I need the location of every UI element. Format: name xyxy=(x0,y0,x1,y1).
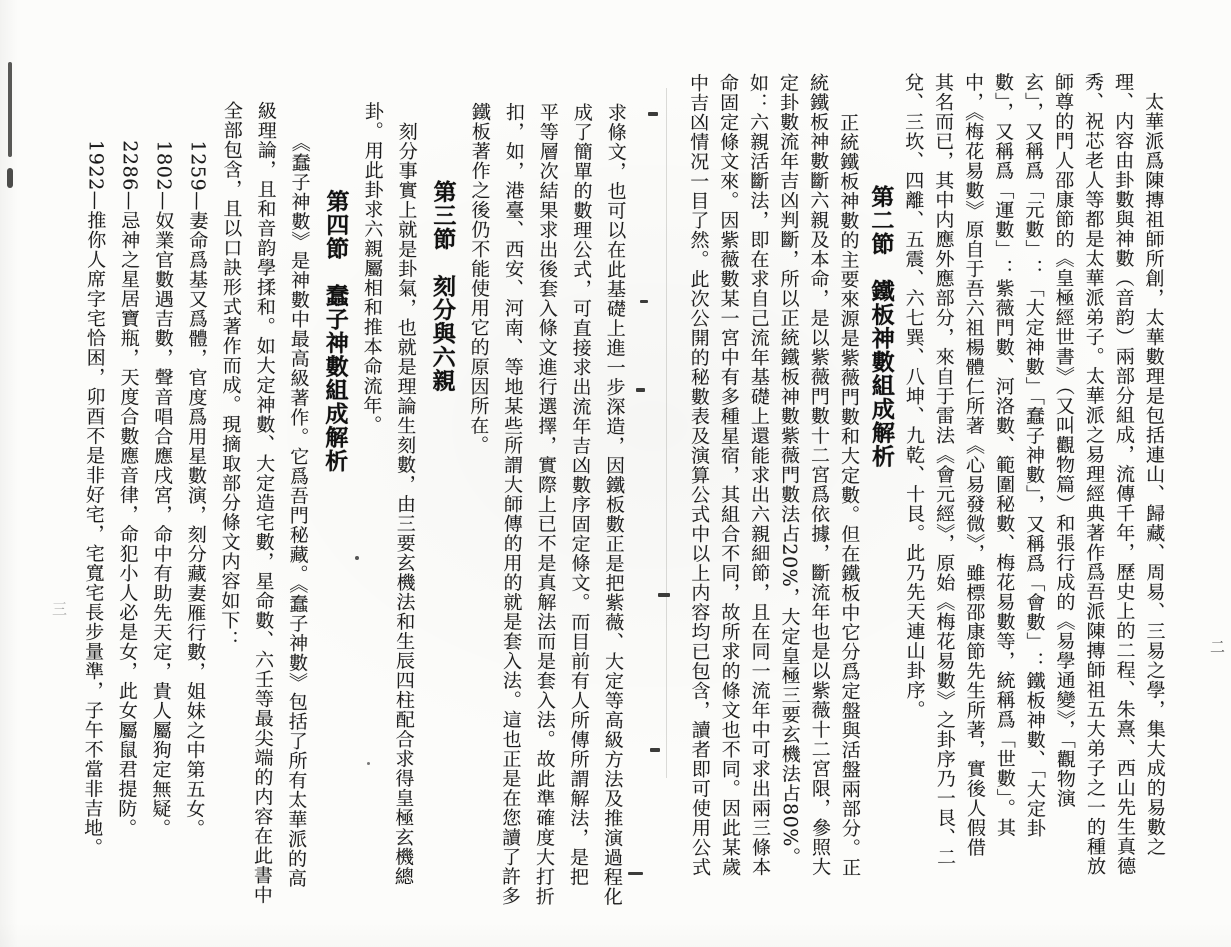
text-column: 中，《梅花易數》原自于吾六祖楊體仁所著《心易發微》，雖標邵康節先生所著，實後人假借 xyxy=(962,72,987,858)
text-column: 如：六親活斷法，即在求自己流年基礎上還能求出六親細節，且在同一流年中可求出兩三條本 xyxy=(747,73,772,877)
right-page-text xyxy=(687,72,1169,907)
text-column: 全部包含，且以口訣形式著作而成。現摘取部分條文内容如下： xyxy=(218,100,243,650)
verse-column: 2286—忌神之星居寶瓶，天度合數應音律，命犯小人必是女，此女屬鼠君提防。 xyxy=(115,140,141,838)
text-column: 理、内容由卦數與神數（音韵）兩部分組成，流傳千年，歷史上的二程、朱熹、西山先生真德 xyxy=(1112,72,1137,876)
scan-artifact xyxy=(658,593,670,597)
section-2-heading: 第二節 鐵板神數組成解析 xyxy=(867,184,896,468)
text-column: 級理論，且和音韵學揉和。如大定神數、大定造宅數，星命數、六壬等最尖端的内容在此書中 xyxy=(250,100,277,905)
text-column: 求條文，也可以在此基礎上進一步深造，因鐵板數正是把紫薇、大定等高級方法及推演過程化 xyxy=(600,102,627,907)
text-column: 命固定條文來。因紫薇數某一宮中有多種星宿，其組合不同，故所求的條文也不同。因此某歲 xyxy=(717,73,742,877)
text-column: 其名而已，其中内應外應部分，來自于雷法《會元經》，原始《梅花易數》之卦序乃一艮、二 xyxy=(932,72,957,867)
text-column: 正統鐵板神數的主要來源是紫薇門數和大定數。但在鐵板中它分爲定盤與活盤兩部分。正 xyxy=(837,112,862,878)
scan-artifact xyxy=(640,300,648,303)
text-column: 統鐵板神數斷六親及本命，是以紫薇門數十二宮爲依據，斷流年也是以紫薇十二宮限，參照大 xyxy=(807,72,832,877)
scan-artifact xyxy=(650,748,660,752)
text-column: 太華派爲陳摶祖師所創，太華數理是包括連山、歸藏、周易、三易之學，集大成的易數之 xyxy=(1142,92,1167,857)
scan-artifact xyxy=(628,872,643,875)
text-column: 扣，如，港臺、西安、河南、等地某些所謂大師傳的用的就是套入法。這也正是在您讀了許多 xyxy=(498,102,525,906)
scan-artifact xyxy=(8,62,12,157)
text-column: 《蠢子神數》是神數中最高級著作。它爲吾門秘藏。《蠢子神數》包括了所有太華派的高 xyxy=(284,133,311,889)
left-page-text xyxy=(81,100,630,915)
scan-artifact xyxy=(7,168,13,188)
text-column: 卦。用此卦求六親屬相和推本命流年。 xyxy=(360,101,384,435)
page-number-left: 三 xyxy=(52,600,68,618)
text-column: 兌、三坎、四離、五震、六七巽、八坤、九乾、十艮。此乃先天連山卦序。 xyxy=(902,72,926,720)
scan-artifact xyxy=(648,112,658,116)
text-column: 玄」，又稱爲「元數」：「大定神數」「蠢子神數」，又稱爲「會數」：鐵板神數、「大定卦 xyxy=(1022,72,1047,838)
verse-column: 1259—妻命爲基又爲體，官度爲用星數演，刻分藏妻雁行數，姐妹之中第五女。 xyxy=(183,140,209,839)
section-3-heading: 第三節 刻分與六親 xyxy=(428,179,457,393)
text-column: 數」，又稱爲「運數」：紫薇門數、河洛數、範圍秘數、梅花易數等，統稱爲「世數」。其 xyxy=(992,72,1017,838)
text-column: 平等層次結果求出後套入條文進行選擇，實際上已不是真解法而是套入法。故此準確度大打折 xyxy=(532,102,559,907)
page-gutter-fold-line xyxy=(666,88,667,778)
text-column: 中吉凶情况一目了然。此次公開的秘數表及演算公式中以上内容均已包含，讀者即可使用公式 xyxy=(687,73,712,877)
verse-column: 1802—奴業官數遇吉數，聲音唱合應戌宮，命中有助先天定，貴人屬狗定無疑。 xyxy=(149,140,175,839)
text-column: 定卦數流年吉凶判斷，所以正統鐵板神數紫薇門數法占20%，大定皇極三要玄機法占80%。 xyxy=(777,72,802,867)
text-column: 秀、祝芯老人等都是太華派弟子。太華派之易理經典著作爲吾派陳摶師祖五大弟子之一的種放 xyxy=(1082,72,1107,876)
scan-artifact xyxy=(636,388,645,392)
text-column: 師尊的門人邵康節的《皇極經世書》（又叫觀物篇）和張行成的《易學通變》，「觀物演 xyxy=(1052,72,1076,809)
section-4-heading: 第四節 蠢子神數組成解析 xyxy=(321,189,350,473)
text-column: 刻分事實上就是卦氣，也就是理論生刻數，由三要玄機法和生辰四柱配合求得皇極玄機總 xyxy=(391,121,418,887)
text-column: 成了簡單的數理公式，可直接求出流年吉凶數序固定條文。而目前有人所傳所謂解法，是把 xyxy=(566,102,593,887)
page-number-right: 二 xyxy=(1209,638,1225,656)
verse-column: 1922—推你人席字宅恰困，卯酉不是非好宅，宅寬宅長步量準，子午不當非吉地。 xyxy=(81,139,107,858)
text-column: 鐵板著作之後仍不能使用它的原因所在。 xyxy=(467,101,491,455)
